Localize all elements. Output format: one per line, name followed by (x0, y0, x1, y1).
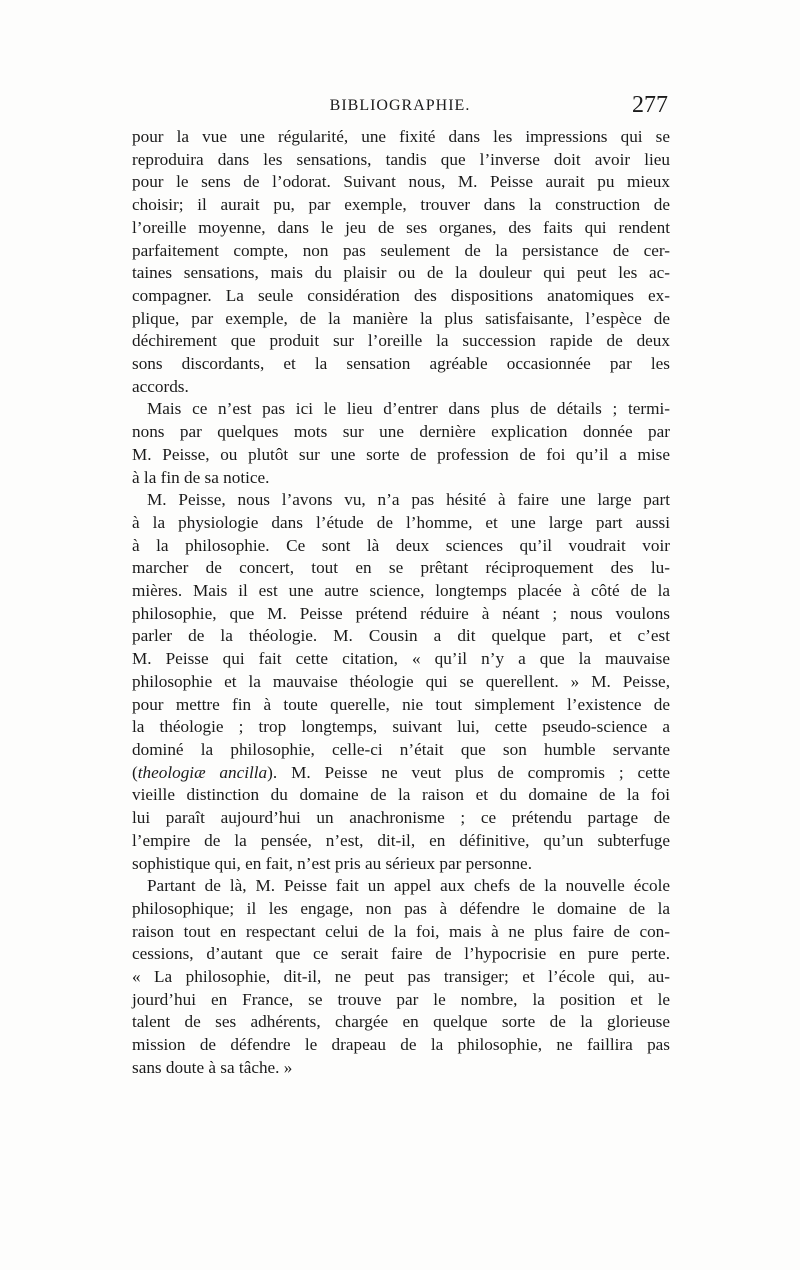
text-line: pour mettre fin à toute querelle, nie tout simplement l’existence de (132, 694, 670, 714)
running-head (132, 92, 668, 122)
paragraph-1 (132, 126, 670, 398)
text-line: accords. (132, 376, 189, 396)
text-line: philosophie, que M. Peisse prétend réduire à néant ; nous voulons (132, 603, 670, 623)
text-line: Partant de là, M. Peisse fait un appel aux chefs de la nouvelle école (147, 876, 670, 896)
text-line-with-latin: (theologiæ ancilla). M. Peisse ne veut plus de compromis ; cette (132, 762, 670, 782)
text-line: compagner. La seule considération des dispositions anatomiques ex- (132, 285, 670, 305)
text-line: la théologie ; trop longtemps, suivant lui, cette pseudo-science a (132, 717, 670, 737)
text-line: l’empire de la pensée, n’est, dit-il, en définitive, qu’un subterfuge (132, 830, 670, 850)
text-line: à la philosophie. Ce sont là deux sciences qu’il voudrait voir (132, 535, 670, 555)
text-line: cessions, d’autant que ce serait faire de l’hypocrisie en pure perte. (132, 944, 670, 964)
text-line: l’oreille moyenne, dans le jeu de ses organes, des faits qui rendent (132, 217, 670, 237)
text-line: M. Peisse qui fait cette citation, « qu’il n’y a que la mauvaise (132, 649, 670, 669)
text-line: Mais ce n’est pas ici le lieu d’entrer dans plus de détails ; termi- (147, 399, 670, 419)
text-line: dominé la philosophie, celle-ci n’était que son humble servante (132, 739, 670, 759)
text-line: pour le sens de l’odorat. Suivant nous, M. Peisse aurait pu mieux (132, 172, 670, 192)
text-line: lui paraît aujourd’hui un anachronisme ; ce prétendu partage de (132, 808, 670, 828)
text-line: mission de défendre le drapeau de la philosophie, ne faillira pas (132, 1035, 670, 1055)
text-line: déchirement que produit sur l’oreille la succession rapide de deux (132, 331, 670, 351)
text-line: marcher de concert, tout en se prêtant réciproquement des lu- (132, 558, 670, 578)
running-title: BIBLIOGRAPHIE. (329, 97, 471, 114)
text-line: mières. Mais il est une autre science, longtemps placée à côté de la (132, 581, 670, 601)
text-line: à la physiologie dans l’étude de l’homme, et une large part aussi (132, 512, 670, 532)
latin-phrase: theologiæ ancilla (137, 762, 268, 782)
text-line: parfaitement compte, non pas seulement de la persistance de cer- (132, 240, 670, 260)
text-line: sophistique qui, en fait, n’est pris au sérieux par personne. (132, 853, 532, 873)
text-line: vieille distinction du domaine de la raison et du domaine de la foi (132, 785, 670, 805)
text-line: nons par quelques mots sur une dernière explication donnée par (132, 422, 670, 442)
body-text (132, 126, 670, 1080)
text-line: sans doute à sa tâche. » (132, 1057, 293, 1077)
text-line: philosophie et la mauvaise théologie qui se querellent. » M. Peisse, (132, 671, 670, 691)
text-line: talent de ses adhérents, chargée en quelque sorte de la glorieuse (132, 1012, 670, 1032)
text-line: « La philosophie, dit-il, ne peut pas transiger; et l’école qui, au- (132, 967, 670, 987)
paragraph-2 (132, 398, 670, 489)
text-line: philosophique; il les engage, non pas à défendre le domaine de la (132, 898, 670, 918)
text-line: pour la vue une régularité, une fixité dans les impressions qui se (132, 127, 670, 146)
text-line: jourd’hui en France, se trouve par le nombre, la position et le (132, 989, 670, 1009)
paragraph-3 (132, 489, 670, 875)
text-line: M. Peisse, nous l’avons vu, n’a pas hésité à faire une large part (147, 490, 670, 510)
text-line: sons discordants, et la sensation agréable occasionnée par les (132, 354, 670, 374)
text-line: reproduira dans les sensations, tandis que l’inverse doit avoir lieu (132, 149, 670, 169)
page-number: 277 (632, 92, 668, 118)
text-line: M. Peisse, ou plutôt sur une sorte de profession de foi qu’il a mise (132, 444, 670, 464)
text-line: plique, par exemple, de la manière la plus satisfaisante, l’espèce de (132, 308, 670, 328)
paragraph-4 (132, 875, 670, 1079)
text-line: parler de la théologie. M. Cousin a dit quelque part, et c’est (132, 626, 670, 646)
text-line: à la fin de sa notice. (132, 467, 270, 487)
text-line: raison tout en respectant celui de la foi, mais à ne plus faire de con- (132, 921, 670, 941)
text-line: taines sensations, mais du plaisir ou de la douleur qui peut les ac- (132, 263, 670, 283)
text-line: choisir; il aurait pu, par exemple, trouver dans la construction de (132, 195, 670, 215)
